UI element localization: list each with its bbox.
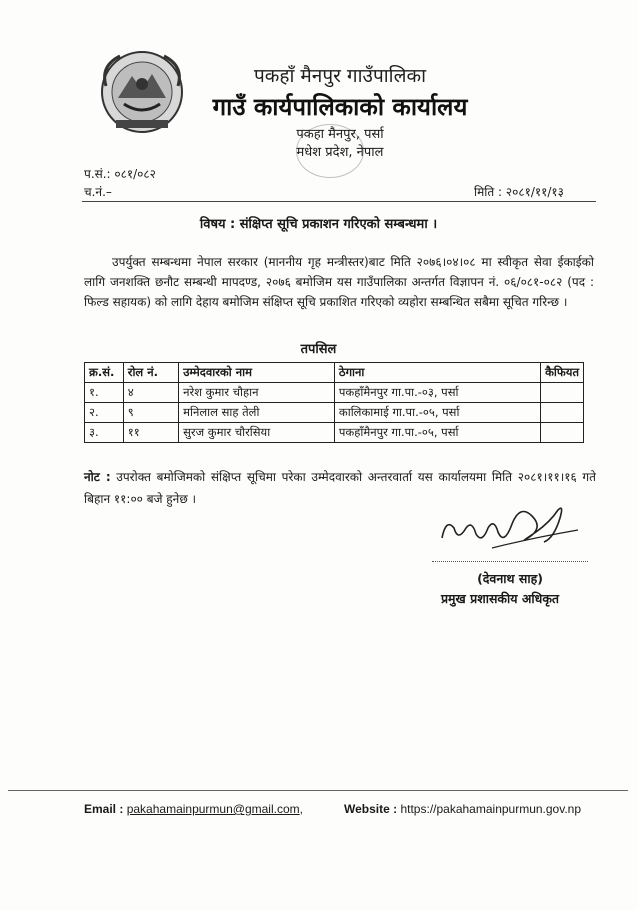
table-header-row (85, 363, 584, 383)
footer-website (344, 802, 581, 816)
cell-remarks (541, 383, 584, 403)
signatory-name: (देवनाथ साह) (477, 571, 543, 586)
patra-sankhya: प.सं.: ०८१/०८२ (84, 167, 156, 181)
table-row (85, 383, 584, 403)
footer-email (84, 802, 303, 816)
nepal-emblem-logo (96, 46, 188, 138)
signature-line (432, 561, 588, 562)
chalani-number: च.नं.– (84, 185, 112, 199)
address-line-2: मधेश प्रदेश, नेपाल (296, 145, 384, 160)
email-label: Email : (84, 802, 124, 816)
header-divider (82, 201, 596, 202)
body-paragraph (84, 252, 594, 312)
office-name: पकहाँ मैनपुर गाउँपालिका (253, 65, 426, 87)
cell-name: सुरज कुमार चौरसिया (179, 423, 335, 443)
office-title: गाउँ कार्यपालिकाको कार्यालय (212, 93, 468, 121)
note-text: उपरोक्त बमोजिमको संक्षिप्त सूचिमा परेका उम्मेदवारको अन्तरवार्ता यस कार्यालयमा मिति २०८१।११।१६ गते बिहान ११:०० बजे हुनेछ । (84, 470, 596, 506)
website-link[interactable]: https://pakahamainpurmun.gov.np (400, 802, 582, 816)
cell-roll: ४ (123, 383, 178, 403)
cell-address: कालिकामाई गा.पा.-०५, पर्सा (334, 403, 540, 423)
cell-serial: ३. (85, 423, 124, 443)
email-separator: , (299, 802, 303, 816)
table-row (85, 423, 584, 443)
cell-serial: १. (85, 383, 124, 403)
cell-serial: २. (85, 403, 124, 423)
table-title: तपसिल (300, 342, 337, 357)
cell-remarks (541, 403, 584, 423)
col-serial: क्र.सं. (85, 363, 124, 383)
cell-address: पकहाँमैनपुर गा.पा.-०३, पर्सा (334, 383, 540, 403)
table-row (85, 403, 584, 423)
cell-remarks (541, 423, 584, 443)
signatory-designation: प्रमुख प्रशासकीय अधिकृत (440, 591, 560, 606)
col-address: ठेगाना (334, 363, 540, 383)
address-line-1: पकहा मैनपुर, पर्सा (296, 127, 384, 142)
website-label: Website : (344, 802, 398, 816)
col-roll: रोल नं. (123, 363, 178, 383)
footer-divider (8, 790, 628, 791)
cell-roll: ११ (123, 423, 178, 443)
cell-name: मनिलाल साह तेली (179, 403, 335, 423)
col-name: उम्मेदवारको नाम (179, 363, 335, 383)
candidate-table (84, 362, 584, 443)
cell-name: नरेश कुमार चौहान (179, 383, 335, 403)
email-link[interactable]: pakahamainpurmun@gmail.com (126, 802, 300, 816)
cell-address: पकहाँमैनपुर गा.पा.-०५, पर्सा (334, 423, 540, 443)
notice-date: मिति : २०८१/११/१३ (474, 185, 564, 199)
note-label: नोट : (84, 470, 111, 484)
signature-icon (432, 498, 582, 562)
subject-line: विषय : संक्षिप्त सूचि प्रकाशन गरिएको सम्बन्धमा । (199, 217, 438, 232)
body-text: उपर्युक्त सम्बन्धमा नेपाल सरकार (माननीय गृह मन्त्रीस्तर)बाट मिति २०७६।०४।०८ मा स्वीकृत सेवा ईकाईको लागि जनशक्ति छनौट सम्बन्धी मापदण्ड, २०७६ बमोजिम यस गाउँपालिका अन्तर्गत विज्ञापन नं. ०६/०८१-०८२ (पद : फिल्ड सहायक) को लागि देहाय बमोजिम संक्षिप्त सूचि प्रकाशित गरिएको व्यहोरा सम्बन्धित सबैमा सूचित गरिन्छ । (84, 255, 594, 309)
col-remarks: कैफियत (541, 363, 584, 383)
cell-roll: ९ (123, 403, 178, 423)
